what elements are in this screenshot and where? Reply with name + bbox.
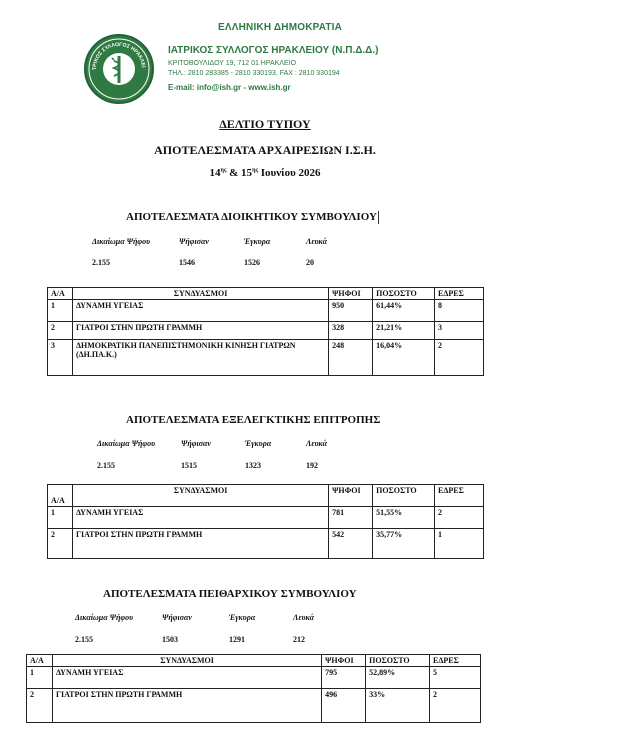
cell-percent: 61,44% [373,300,435,322]
association-logo [84,34,154,104]
col-votes: ΨΗΦΟΙ [329,288,373,300]
table-row [27,667,481,689]
col-seats: ΕΔΡΕΣ [435,485,484,507]
cell-name: ΓΙΑΤΡΟΙ ΣΤΗΝ ΠΡΩΤΗ ΓΡΑΜΜΗ [52,689,321,723]
table-row [48,300,484,322]
election-date: $14^{\eta\varsigma}$ & $15^{\eta\varsigma}$ Ιουνίου 2026 [209,167,321,179]
cell-aa: 3 [48,340,73,376]
cell-votes: 496 [322,689,366,723]
col-percent: ΠΟΣΟΣΤΟ [373,288,435,300]
stat-label-voted: Ψήφισαν [179,237,209,246]
section-title-disciplinary: ΑΠΟΤΕΛΕΣΜΑΤΑ ΠΕΙΘΑΡΧΙΚΟΥ ΣΥΜΒΟΥΛΙΟΥ [103,588,357,600]
stat-rights: 2.155 [92,258,110,267]
press-release-title: ΔΕΛΤΙΟ ΤΥΠΟΥ [219,117,311,131]
stat-voted: 1503 [162,635,178,644]
cell-percent: 51,55% [373,507,435,529]
document-title: ΑΠΟΤΕΛΕΣΜΑΤΑ ΑΡΧΑΙΡΕΣΙΩΝ Ι.Σ.Η. [154,143,376,157]
country-name: ΕΛΛΗΝΙΚΗ ΔΗΜΟΚΡΑΤΙΑ [218,22,343,33]
col-percent: ΠΟΣΟΣΤΟ [366,655,430,667]
stat-valid: 1291 [229,635,245,644]
section-title-audit: ΑΠΟΤΕΛΕΣΜΑΤΑ ΕΞΕΛΕΓΚΤΙΚΗΣ ΕΠΙΤΡΟΠΗΣ [126,414,381,426]
stat-label-rights: Δικαίωμα Ψήφου [92,237,151,246]
stat-blank: 192 [306,461,318,470]
cell-aa: 2 [27,689,53,723]
results-table-board [47,287,484,376]
logo-text: ΤΡΙΚΟΣ ΣΥΛΛΟΓΟΣ ΗΡΑΚΛΕΙ [91,41,146,71]
cell-percent: 21,21% [373,322,435,340]
cell-votes: 781 [329,507,373,529]
organization-name: ΙΑΤΡΙΚΟΣ ΣΥΛΛΟΓΟΣ ΗΡΑΚΛΕΙΟΥ (Ν.Π.Δ.Δ.) [168,45,379,56]
table-row [27,689,481,723]
stat-label-blank: Λευκά [293,613,315,622]
cell-name: ΓΙΑΤΡΟΙ ΣΤΗΝ ΠΡΩΤΗ ΓΡΑΜΜΗ [72,529,328,559]
col-alliances: ΣΥΝΔΥΑΣΜΟΙ [72,288,328,300]
section-title-board: ΑΠΟΤΕΛΕΣΜΑΤΑ ΔΙΟΙΚΗΤΙΚΟΥ ΣΥΜΒΟΥΛΙΟΥ [126,211,377,224]
text-cursor [378,211,379,224]
cell-seats: 8 [435,300,484,322]
stat-valid: 1323 [245,461,261,470]
cell-percent: 16,04% [373,340,435,376]
cell-name: ΔΥΝΑΜΗ ΥΓΕΙΑΣ [52,667,321,689]
address: ΚΡΙΤΟΒΟΥΛΙΔΟΥ 19, 712 01 ΗΡΑΚΛΕΙΟ [168,60,297,67]
cell-seats: 1 [435,529,484,559]
phone-fax: ΤΗΛ.: 2810 283385 - 2810 330193, FAX : 2810 330194 [168,70,340,77]
cell-aa: 1 [48,300,73,322]
stat-label-voted: Ψήφισαν [162,613,192,622]
stat-label-voted: Ψήφισαν [181,439,211,448]
stat-label-valid: Έγκυρα [245,439,272,448]
table-header-row [48,288,484,300]
cell-aa: 1 [48,507,73,529]
stat-valid: 1526 [244,258,260,267]
stat-voted: 1546 [179,258,195,267]
stat-rights: 2.155 [97,461,115,470]
table-row [48,529,484,559]
cell-name: ΓΙΑΤΡΟΙ ΣΤΗΝ ΠΡΩΤΗ ΓΡΑΜΜΗ [72,322,328,340]
table-row [48,322,484,340]
col-percent: ΠΟΣΟΣΤΟ [373,485,435,507]
cell-votes: 328 [329,322,373,340]
cell-seats: 2 [435,507,484,529]
stat-rights: 2.155 [75,635,93,644]
cell-votes: 795 [322,667,366,689]
cell-aa: 1 [27,667,53,689]
cell-name: ΔΗΜΟΚΡΑΤΙΚΗ ΠΑΝΕΠΙΣΤΗΜΟΝΙΚΗ ΚΙΝΗΣΗ ΓΙΑΤΡΩΝ (ΔΗ.ΠΑ.Κ.) [72,340,328,376]
cell-votes: 950 [329,300,373,322]
cell-percent: 35,77% [373,529,435,559]
cell-percent: 52,89% [366,667,430,689]
table-header-row [27,655,481,667]
stat-blank: 20 [306,258,314,267]
col-seats: ΕΔΡΕΣ [435,288,484,300]
col-alliances: ΣΥΝΔΥΑΣΜΟΙ [72,485,328,507]
table-row [48,507,484,529]
cell-name: ΔΥΝΑΜΗ ΥΓΕΙΑΣ [72,300,328,322]
stat-blank: 212 [293,635,305,644]
caduceus-icon [86,36,152,102]
col-aa: Α/Α [48,288,73,300]
email-website[interactable]: E-mail: info@ish.gr - www.ish.gr [168,83,291,92]
cell-percent: 33% [366,689,430,723]
cell-seats: 2 [430,689,481,723]
cell-aa: 2 [48,322,73,340]
col-votes: ΨΗΦΟΙ [329,485,373,507]
cell-seats: 2 [435,340,484,376]
cell-seats: 5 [430,667,481,689]
col-seats: ΕΔΡΕΣ [430,655,481,667]
col-aa: Α/Α [27,655,53,667]
cell-votes: 248 [329,340,373,376]
cell-aa: 2 [48,529,73,559]
table-header-row [48,485,484,507]
cell-seats: 3 [435,322,484,340]
table-row [48,340,484,376]
results-table-audit [47,484,484,559]
col-aa: Α/Α [48,485,73,507]
stat-label-blank: Λευκά [306,237,328,246]
stat-label-valid: Έγκυρα [229,613,256,622]
col-votes: ΨΗΦΟΙ [322,655,366,667]
col-alliances: ΣΥΝΔΥΑΣΜΟΙ [52,655,321,667]
stat-label-valid: Έγκυρα [244,237,271,246]
stat-voted: 1515 [181,461,197,470]
stat-label-blank: Λευκά [306,439,328,448]
cell-name: ΔΥΝΑΜΗ ΥΓΕΙΑΣ [72,507,328,529]
stat-label-rights: Δικαίωμα Ψήφου [97,439,156,448]
results-table-disciplinary [26,654,481,723]
stat-label-rights: Δικαίωμα Ψήφου [75,613,134,622]
cell-votes: 542 [329,529,373,559]
